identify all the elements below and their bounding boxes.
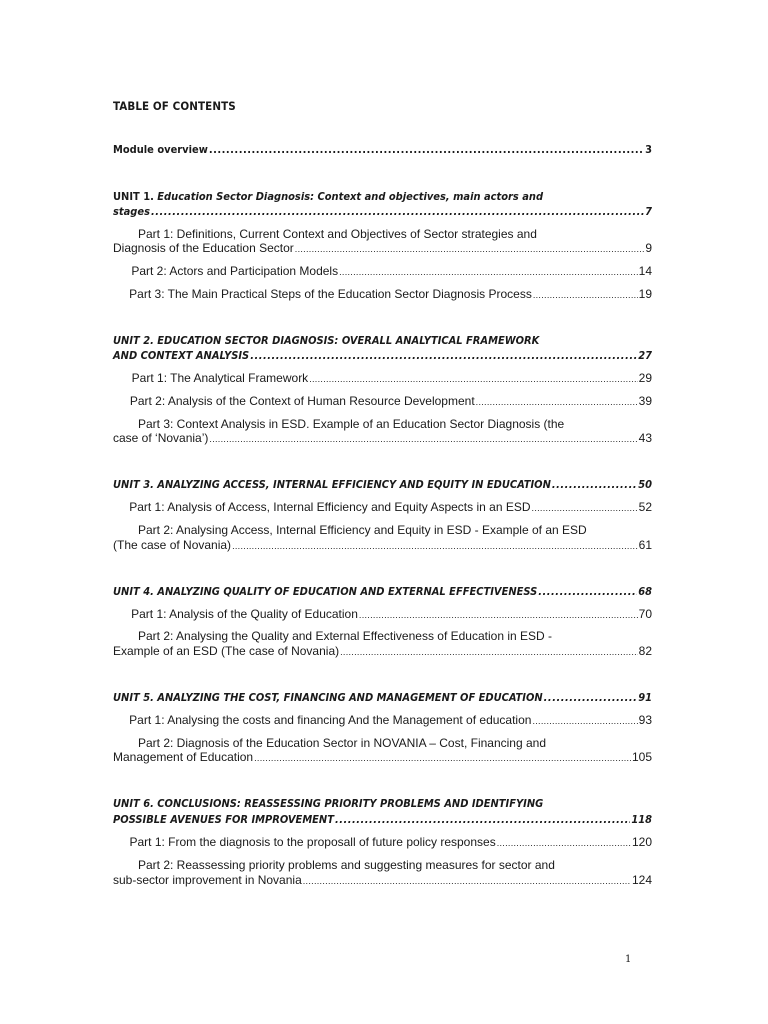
dot-leader bbox=[538, 585, 637, 598]
entry-page: 19 bbox=[638, 287, 652, 301]
toc-unit-2-part-3-entry[interactable] bbox=[113, 431, 652, 445]
dot-leader bbox=[476, 397, 638, 407]
dot-leader bbox=[335, 813, 630, 826]
bullet-icon bbox=[115, 419, 125, 430]
part-title-line1: Part 3: Context Analysis in ESD. Example of an Education Sector Diagnosis (the bbox=[138, 417, 565, 431]
bullet-icon bbox=[115, 371, 119, 382]
bullet-icon bbox=[115, 631, 125, 642]
dot-leader bbox=[552, 478, 637, 491]
toc-unit-5-entry[interactable] bbox=[113, 691, 652, 704]
part-title: Part 1: Analysing the costs and financing And the Management of education bbox=[129, 713, 532, 727]
unit-title-line2: AND CONTEXT ANALYSIS bbox=[113, 349, 250, 362]
dot-leader bbox=[497, 838, 631, 848]
part-title-line1: Part 2: Diagnosis of the Education Sector in NOVANIA – Cost, Financing and bbox=[138, 736, 546, 750]
toc-unit-3-part-2[interactable] bbox=[113, 523, 587, 537]
dot-leader bbox=[232, 541, 638, 551]
unit-title: UNIT 3. ANALYZING ACCESS, INTERNAL EFFICIENCY AND EQUITY IN EDUCATION bbox=[113, 478, 551, 491]
entry-page: 7 bbox=[645, 205, 652, 218]
toc-unit-4-entry[interactable] bbox=[113, 585, 652, 598]
toc-unit-5-part-2[interactable] bbox=[113, 736, 546, 750]
dot-leader bbox=[309, 374, 637, 384]
bullet-icon bbox=[115, 835, 117, 846]
toc-unit-2-title[interactable]: UNIT 2. EDUCATION SECTOR DIAGNOSIS: OVERALL ANALYTICAL FRAMEWORK bbox=[113, 334, 540, 347]
bullet-icon bbox=[115, 229, 125, 240]
toc-unit-3-part-2-entry[interactable] bbox=[113, 538, 652, 552]
part-title-line2: Management of Education bbox=[113, 750, 254, 764]
toc-unit-2-part-2[interactable] bbox=[113, 394, 652, 408]
unit-title: UNIT 5. ANALYZING THE COST, FINANCING AND MANAGEMENT OF EDUCATION bbox=[113, 691, 543, 704]
dot-leader bbox=[533, 290, 638, 300]
toc-unit-5-part-1[interactable] bbox=[113, 713, 652, 727]
bullet-icon bbox=[115, 500, 116, 511]
toc-unit-2-part-3[interactable] bbox=[113, 417, 564, 431]
unit-title-line1: Education Sector Diagnosis: Context and objectives, main actors and bbox=[157, 190, 544, 203]
part-title: Part 1: The Analytical Framework bbox=[131, 371, 309, 385]
part-title-line1: Part 2: Analysing Access, Internal Efficiency and Equity in ESD - Example of an ESD bbox=[138, 523, 587, 537]
part-title: Part 2: Actors and Participation Models bbox=[131, 264, 339, 278]
part-title-line1: Part 2: Analysing the Quality and External Effectiveness of Education in ESD - bbox=[138, 629, 553, 643]
entry-page: 70 bbox=[638, 607, 652, 621]
entry-page: 120 bbox=[631, 835, 652, 849]
dot-leader bbox=[339, 267, 638, 277]
toc-unit-1-part-3[interactable] bbox=[113, 287, 652, 301]
unit-title: UNIT 4. ANALYZING QUALITY OF EDUCATION AND EXTERNAL EFFECTIVENESS bbox=[113, 585, 538, 598]
dot-leader bbox=[151, 205, 644, 218]
part-title-line2: sub-sector improvement in Novania bbox=[113, 873, 302, 887]
entry-title: Module overview bbox=[113, 143, 208, 156]
dot-leader bbox=[295, 244, 645, 254]
bullet-icon bbox=[115, 525, 125, 536]
toc-unit-6-title[interactable]: UNIT 6. CONCLUSIONS: REASSESSING PRIORITY PROBLEMS AND IDENTIFYING bbox=[113, 797, 544, 810]
entry-page: 91 bbox=[638, 691, 652, 704]
toc-unit-6-part-2-entry[interactable] bbox=[113, 873, 652, 887]
toc-unit-1-part-2[interactable] bbox=[113, 264, 652, 278]
toc-unit-6-entry[interactable] bbox=[113, 813, 652, 826]
toc-unit-3-part-1[interactable] bbox=[113, 500, 652, 514]
toc-unit-6-part-2[interactable] bbox=[113, 858, 555, 872]
entry-page: 3 bbox=[645, 143, 652, 156]
entry-page: 124 bbox=[631, 873, 652, 887]
part-title: Part 3: The Main Practical Steps of the Education Sector Diagnosis Process bbox=[129, 287, 532, 301]
page-number: 1 bbox=[625, 954, 632, 965]
toc-entry-module-overview[interactable] bbox=[113, 143, 652, 156]
dot-leader bbox=[532, 503, 638, 513]
entry-page: 27 bbox=[638, 349, 652, 362]
part-title-line2: Example of an ESD (The case of Novania) bbox=[113, 644, 340, 658]
part-title: Part 2: Analysis of the Context of Human Resource Development bbox=[129, 394, 475, 408]
entry-page: 118 bbox=[631, 813, 652, 826]
part-title-line2: Diagnosis of the Education Sector bbox=[113, 241, 294, 255]
bullet-icon bbox=[115, 713, 116, 724]
part-title: Part 1: From the diagnosis to the proposall of future policy responses bbox=[129, 835, 496, 849]
dot-leader bbox=[209, 434, 637, 444]
dot-leader bbox=[254, 753, 631, 763]
part-title-line2: case of ‘Novania’) bbox=[113, 431, 209, 445]
part-title-line2: (The case of Novania) bbox=[113, 538, 232, 552]
dot-leader bbox=[303, 876, 631, 886]
dot-leader bbox=[359, 610, 638, 620]
toc-unit-1-part-1[interactable] bbox=[113, 227, 537, 241]
dot-leader bbox=[340, 647, 638, 657]
toc-unit-4-part-2[interactable] bbox=[113, 629, 552, 643]
part-title-line1: Part 1: Definitions, Current Context and Objectives of Sector strategies and bbox=[138, 227, 537, 241]
toc-unit-5-part-2-entry[interactable] bbox=[113, 750, 652, 764]
toc-unit-1-title[interactable] bbox=[113, 190, 543, 203]
entry-page: 39 bbox=[638, 394, 652, 408]
bullet-icon bbox=[115, 264, 118, 275]
dot-leader bbox=[544, 691, 638, 704]
dot-leader bbox=[532, 716, 637, 726]
toc-unit-3-entry[interactable] bbox=[113, 478, 652, 491]
toc-unit-4-part-1[interactable] bbox=[113, 607, 652, 621]
entry-page: 105 bbox=[631, 750, 652, 764]
entry-page: 50 bbox=[638, 478, 652, 491]
dot-leader bbox=[250, 349, 637, 362]
part-title: Part 1: Analysis of the Quality of Education bbox=[131, 607, 358, 621]
unit-title-line2: stages bbox=[113, 205, 150, 218]
toc-unit-2-part-1[interactable] bbox=[113, 371, 652, 385]
toc-unit-4-part-2-entry[interactable] bbox=[113, 644, 652, 658]
dot-leader bbox=[209, 143, 644, 156]
toc-heading: TABLE OF CONTENTS bbox=[113, 99, 236, 113]
entry-page: 82 bbox=[638, 644, 652, 658]
toc-unit-2-entry[interactable] bbox=[113, 349, 652, 362]
entry-page: 52 bbox=[638, 500, 652, 514]
entry-page: 29 bbox=[638, 371, 652, 385]
bullet-icon bbox=[115, 738, 125, 749]
toc-unit-1-part-1-entry[interactable] bbox=[113, 241, 652, 255]
bullet-icon bbox=[115, 860, 125, 871]
bullet-icon bbox=[115, 394, 117, 405]
unit-label: UNIT 1. bbox=[113, 190, 154, 203]
entry-page: 43 bbox=[638, 431, 652, 445]
toc-unit-1-entry[interactable] bbox=[113, 205, 652, 218]
part-title: Part 1: Analysis of Access, Internal Efficiency and Equity Aspects in an ESD bbox=[129, 500, 531, 514]
entry-page: 93 bbox=[638, 713, 652, 727]
entry-page: 61 bbox=[638, 538, 652, 552]
bullet-icon bbox=[115, 287, 116, 298]
toc-unit-6-part-1[interactable] bbox=[113, 835, 652, 849]
entry-page: 9 bbox=[645, 241, 652, 255]
entry-page: 14 bbox=[638, 264, 652, 278]
part-title-line1: Part 2: Reassessing priority problems and suggesting measures for sector and bbox=[138, 858, 555, 872]
entry-page: 68 bbox=[638, 585, 652, 598]
unit-title-line2: POSSIBLE AVENUES FOR IMPROVEMENT bbox=[113, 813, 334, 826]
bullet-icon bbox=[115, 607, 118, 618]
